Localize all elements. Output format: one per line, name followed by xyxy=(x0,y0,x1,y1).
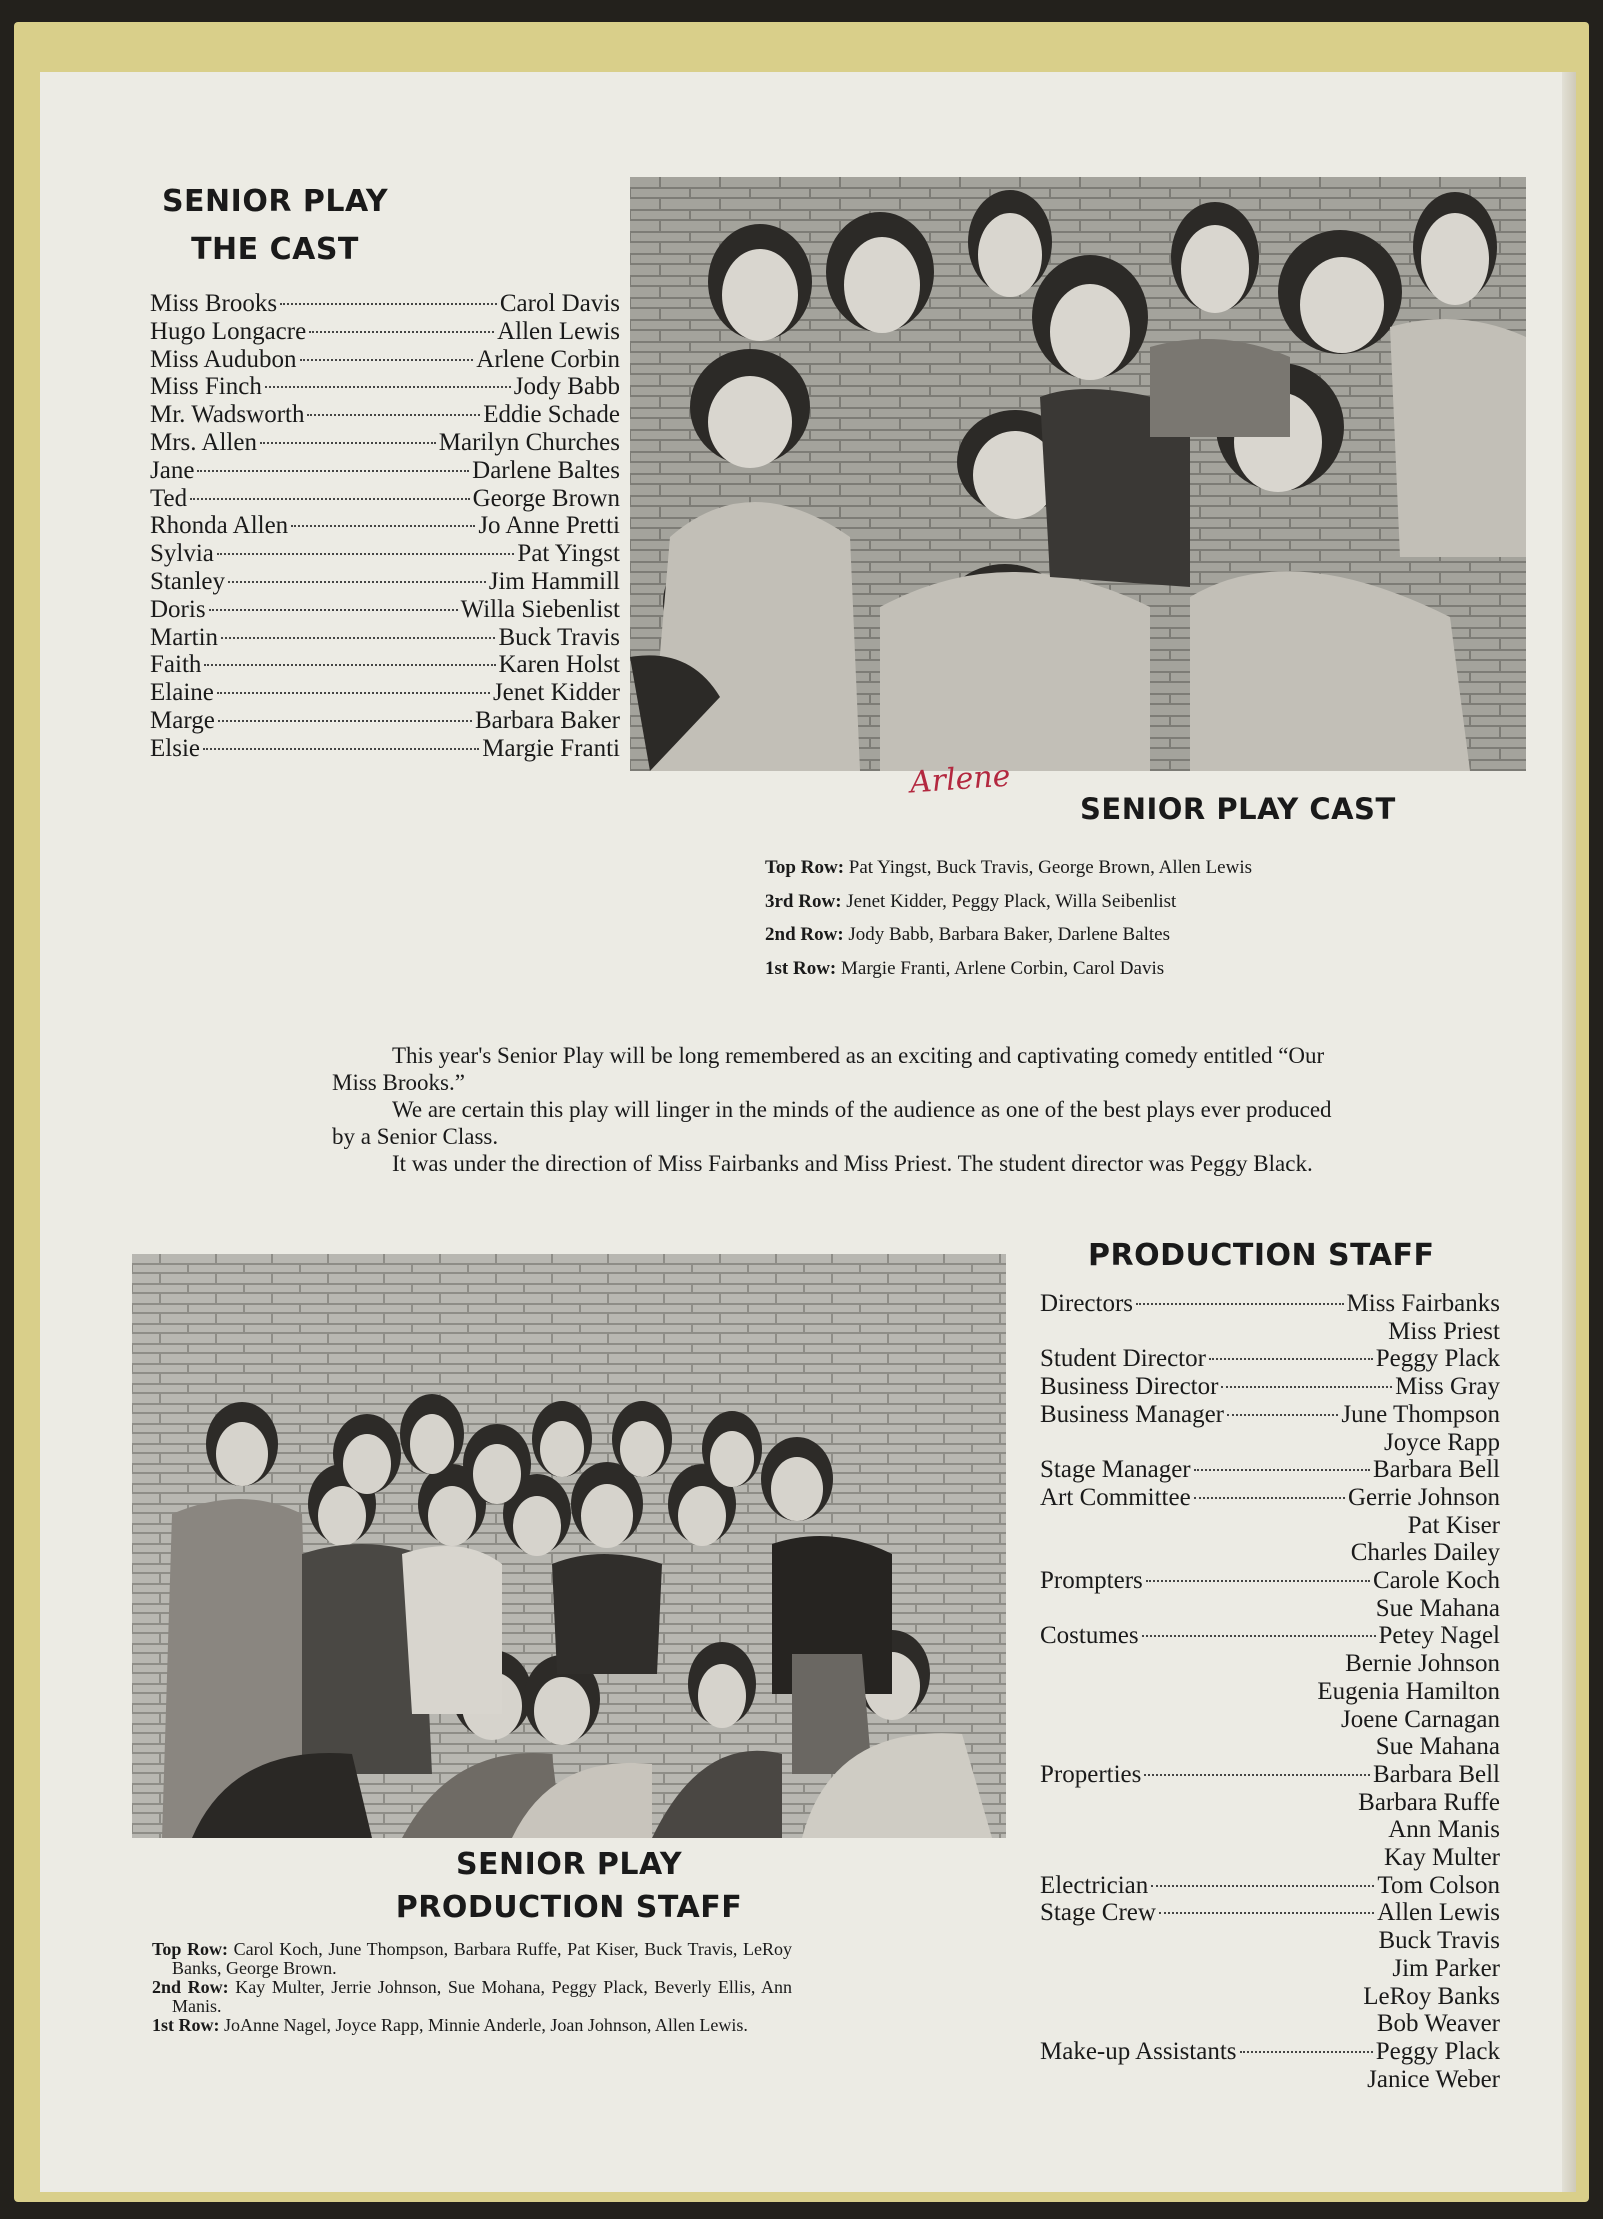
caption-row-label: 3rd Row: xyxy=(765,890,847,912)
listing-row xyxy=(150,624,620,652)
person-name: Miss Priest xyxy=(1388,1317,1500,1345)
person-name: Miss Gray xyxy=(1395,1373,1500,1401)
role-label: Elaine xyxy=(150,679,214,707)
caption-row-names: Pat Yingst, Buck Travis, George Brown, Allen Lewis xyxy=(848,857,1252,878)
staff-caption-block xyxy=(152,1940,792,2035)
listing-row xyxy=(150,568,620,596)
listing-row xyxy=(1040,1567,1500,1595)
listing-row xyxy=(150,401,620,429)
person-name: Jim Hammill xyxy=(488,568,620,595)
person-name: Marilyn Churches xyxy=(438,429,620,456)
person-name: Pat Kiser xyxy=(1407,1511,1500,1539)
listing-row xyxy=(1040,2010,1500,2038)
person-name: Jo Anne Pretti xyxy=(478,512,620,540)
person-name: Allen Lewis xyxy=(497,317,620,345)
caption-row-names: Margie Franti, Arlene Corbin, Carol Davis xyxy=(841,957,1165,979)
role-label: Miss Audubon xyxy=(150,345,297,373)
caption-row-names: JoAnne Nagel, Joyce Rapp, Minnie Anderle, Joan Johnson, Allen Lewis. xyxy=(224,2015,748,2035)
listing-row xyxy=(150,429,620,457)
caption-row-names: Carol Koch, June Thompson, Barbara Ruffe, Pat Kiser, Buck Travis, LeRoy Banks, George Brown. xyxy=(172,1939,792,1978)
role-label: Costumes xyxy=(1040,1622,1139,1650)
role-label: Directors xyxy=(1040,1290,1134,1317)
role-label: Sylvia xyxy=(150,540,214,568)
role-label: Jane xyxy=(150,456,195,484)
play-description-paragraph: We are certain this play will linger in the minds of the audience as one of the best plays ever produced by a Senior Class. xyxy=(332,1097,1332,1149)
role-label: Ted xyxy=(150,484,188,512)
dot-leader xyxy=(1159,1912,1374,1914)
person-name: Joene Carnagan xyxy=(1341,1705,1500,1733)
listing-row xyxy=(1040,1345,1500,1373)
person-name: Jody Babb xyxy=(513,373,620,401)
person-name: Buck Travis xyxy=(1378,1927,1500,1955)
person-name: Margie Franti xyxy=(482,734,620,762)
play-description-paragraph: This year's Senior Play will be long remembered as an exciting and captivating comedy entitled “Our Miss Brooks.” xyxy=(332,1043,1325,1095)
person-name: Carole Koch xyxy=(1372,1567,1500,1594)
caption-row-label: 2nd Row: xyxy=(765,924,849,945)
listing-row xyxy=(1040,2066,1500,2094)
person-name: Charles Dailey xyxy=(1350,1539,1500,1567)
role-label: Prompters xyxy=(1040,1567,1143,1594)
person-name: Barbara Bell xyxy=(1372,1760,1500,1788)
caption-row xyxy=(152,2016,792,2035)
staff-photo-title-line2: PRODUCTION STAFF xyxy=(395,1890,743,1925)
listing-row xyxy=(150,485,620,513)
dot-leader xyxy=(228,581,486,583)
person-name: Barbara Bell xyxy=(1372,1456,1500,1484)
listing-row xyxy=(1040,1789,1500,1817)
listing-row xyxy=(1040,1595,1500,1623)
person-name: Barbara Baker xyxy=(474,707,620,734)
role-label: Elsie xyxy=(150,734,200,762)
listing-row xyxy=(1040,1290,1500,1318)
listing-row xyxy=(1040,1622,1500,1650)
listing-row xyxy=(1040,1899,1500,1927)
listing-row xyxy=(150,596,620,624)
listing-row xyxy=(150,318,620,346)
role-label: Stage Manager xyxy=(1040,1456,1191,1484)
listing-row xyxy=(150,346,620,374)
dot-leader xyxy=(197,470,469,472)
role-label: Electrician xyxy=(1040,1871,1149,1899)
dot-leader xyxy=(218,720,472,722)
role-label: Stanley xyxy=(150,568,225,595)
caption-row-names: Jenet Kidder, Peggy Plack, Willa Seibenlist xyxy=(846,890,1177,912)
role-label: Mrs. Allen xyxy=(150,429,257,456)
listing-row xyxy=(1040,1761,1500,1789)
person-name: Pat Yingst xyxy=(517,540,620,568)
person-name: Eugenia Hamilton xyxy=(1317,1677,1500,1705)
role-label: Stage Crew xyxy=(1040,1899,1156,1927)
person-name: Bernie Johnson xyxy=(1345,1650,1500,1678)
dot-leader xyxy=(260,442,436,444)
staff-photo-image xyxy=(132,1254,1006,1838)
listing-row xyxy=(150,457,620,485)
listing-row xyxy=(150,512,620,540)
listing-row xyxy=(1040,1706,1500,1734)
caption-row xyxy=(765,924,1170,946)
dot-leader xyxy=(1144,1774,1370,1776)
listing-row xyxy=(1040,1844,1500,1872)
cast-photo-image xyxy=(630,177,1526,771)
play-description xyxy=(332,1042,1332,1177)
listing-row xyxy=(150,679,620,707)
person-name: Tom Colson xyxy=(1377,1871,1500,1899)
dot-leader xyxy=(1136,1303,1343,1305)
person-name: Peggy Plack xyxy=(1375,1345,1500,1373)
yearbook-page xyxy=(40,72,1576,2192)
caption-row-names: Jody Babb, Barbara Baker, Darlene Baltes xyxy=(848,924,1171,945)
dot-leader xyxy=(265,386,511,388)
person-name: Kay Multer xyxy=(1384,1844,1500,1871)
listing-row xyxy=(1040,1983,1500,2011)
person-name: Jim Parker xyxy=(1392,1954,1500,1982)
person-name: Bob Weaver xyxy=(1376,2010,1500,2038)
person-name: Gerrie Johnson xyxy=(1347,1483,1500,1511)
caption-row xyxy=(152,1940,792,1978)
dot-leader xyxy=(280,303,497,305)
listing-row xyxy=(1040,1484,1500,1512)
person-name: Janice Weber xyxy=(1367,2065,1500,2093)
play-description-paragraph: It was under the direction of Miss Fairbanks and Miss Priest. The student director was Peggy Black. xyxy=(392,1151,1313,1176)
dot-leader xyxy=(307,414,480,416)
person-name: LeRoy Banks xyxy=(1363,1982,1500,2010)
dot-leader xyxy=(221,637,495,639)
dot-leader xyxy=(217,692,490,694)
role-label: Martin xyxy=(150,623,219,651)
role-label: Doris xyxy=(150,595,206,623)
dot-leader xyxy=(309,331,494,333)
role-label: Miss Brooks xyxy=(150,290,278,317)
role-label: Mr. Wadsworth xyxy=(150,401,305,429)
caption-row xyxy=(765,857,1252,879)
dot-leader xyxy=(1209,1358,1373,1360)
dot-leader xyxy=(1151,1885,1374,1887)
dot-leader xyxy=(203,748,479,750)
caption-row-label: 2nd Row: xyxy=(152,1977,236,1997)
role-label: Faith xyxy=(150,651,202,679)
production-staff-heading: PRODUCTION STAFF xyxy=(1088,1238,1435,1273)
caption-row-label: 1st Row: xyxy=(765,957,841,979)
role-label: Art Committee xyxy=(1040,1483,1191,1511)
listing-row xyxy=(150,290,620,318)
listing-row xyxy=(1040,1456,1500,1484)
person-name: Ann Manis xyxy=(1388,1816,1500,1844)
cast-photo xyxy=(630,177,1526,771)
listing-row xyxy=(150,540,620,568)
listing-row xyxy=(150,735,620,763)
role-label: Miss Finch xyxy=(150,373,262,401)
person-name: Carol Davis xyxy=(499,290,620,317)
role-label: Student Director xyxy=(1040,1345,1206,1373)
listing-row xyxy=(1040,1678,1500,1706)
listing-row xyxy=(150,707,620,735)
dot-leader xyxy=(1227,1414,1338,1416)
dot-leader xyxy=(1146,1580,1370,1582)
listing-row xyxy=(1040,1733,1500,1761)
dot-leader xyxy=(1240,2051,1373,2053)
caption-row xyxy=(765,958,1164,980)
staff-photo-title-line1: SENIOR PLAY xyxy=(455,1847,683,1882)
listing-row xyxy=(1040,1955,1500,1983)
caption-row-names: Kay Multer, Jerrie Johnson, Sue Mohana, Peggy Plack, Beverly Ellis, Ann Manis. xyxy=(172,1977,793,2016)
person-name: Petey Nagel xyxy=(1378,1622,1500,1650)
listing-row xyxy=(1040,1401,1500,1429)
person-name: George Brown xyxy=(472,484,620,512)
person-name: Jenet Kidder xyxy=(492,679,620,707)
listing-row xyxy=(150,651,620,679)
dot-leader xyxy=(217,553,515,555)
person-name: Willa Siebenlist xyxy=(460,595,620,623)
role-label: Business Manager xyxy=(1040,1400,1224,1428)
listing-row xyxy=(1040,1650,1500,1678)
dot-leader xyxy=(291,525,475,527)
role-label: Rhonda Allen xyxy=(150,512,289,540)
listing-row xyxy=(150,373,620,401)
dot-leader xyxy=(190,498,469,500)
handwritten-signature: Arlene xyxy=(908,758,1012,801)
person-name: Buck Travis xyxy=(498,623,620,651)
role-label: Properties xyxy=(1040,1760,1142,1788)
role-label: Hugo Longacre xyxy=(150,317,307,345)
listing-row xyxy=(1040,1318,1500,1346)
person-name: Joyce Rapp xyxy=(1384,1428,1500,1456)
dot-leader xyxy=(1142,1635,1376,1637)
cast-heading-line1: SENIOR PLAY xyxy=(161,184,389,219)
listing-row xyxy=(1040,1816,1500,1844)
dot-leader xyxy=(204,664,495,666)
person-name: Sue Mahana xyxy=(1375,1594,1500,1622)
person-name: Karen Holst xyxy=(498,651,620,679)
person-name: Sue Mahana xyxy=(1375,1733,1500,1761)
staff-photo xyxy=(132,1254,1006,1838)
listing-row xyxy=(1040,1539,1500,1567)
listing-row xyxy=(1040,1429,1500,1457)
listing-row xyxy=(1040,2038,1500,2066)
listing-row xyxy=(1040,1872,1500,1900)
listing-row xyxy=(1040,1512,1500,1540)
listing-row xyxy=(1040,1927,1500,1955)
caption-row xyxy=(765,891,1176,913)
role-label: Marge xyxy=(150,707,215,734)
dot-leader xyxy=(1194,1497,1345,1499)
person-name: Allen Lewis xyxy=(1377,1899,1500,1927)
dot-leader xyxy=(1194,1469,1370,1471)
person-name: Darlene Baltes xyxy=(472,456,620,484)
cast-heading-line2: THE CAST xyxy=(191,232,359,267)
page-gutter xyxy=(1562,72,1576,2192)
caption-row-label: 1st Row: xyxy=(152,2015,224,2035)
person-name: Barbara Ruffe xyxy=(1358,1788,1500,1816)
caption-row-label: Top Row: xyxy=(152,1939,234,1959)
dot-leader xyxy=(300,359,474,361)
person-name: June Thompson xyxy=(1341,1400,1500,1428)
dot-leader xyxy=(209,609,458,611)
caption-row-label: Top Row: xyxy=(765,857,849,878)
person-name: Peggy Plack xyxy=(1375,2037,1500,2065)
cast-photo-title: SENIOR PLAY CAST xyxy=(1080,792,1396,826)
listing-row xyxy=(1040,1373,1500,1401)
role-label: Make-up Assistants xyxy=(1040,2037,1237,2065)
person-name: Miss Fairbanks xyxy=(1346,1290,1500,1317)
person-name: Arlene Corbin xyxy=(476,345,620,373)
caption-row xyxy=(152,1978,792,2016)
person-name: Eddie Schade xyxy=(483,401,620,429)
role-label: Business Director xyxy=(1040,1373,1219,1401)
dot-leader xyxy=(1221,1386,1392,1388)
